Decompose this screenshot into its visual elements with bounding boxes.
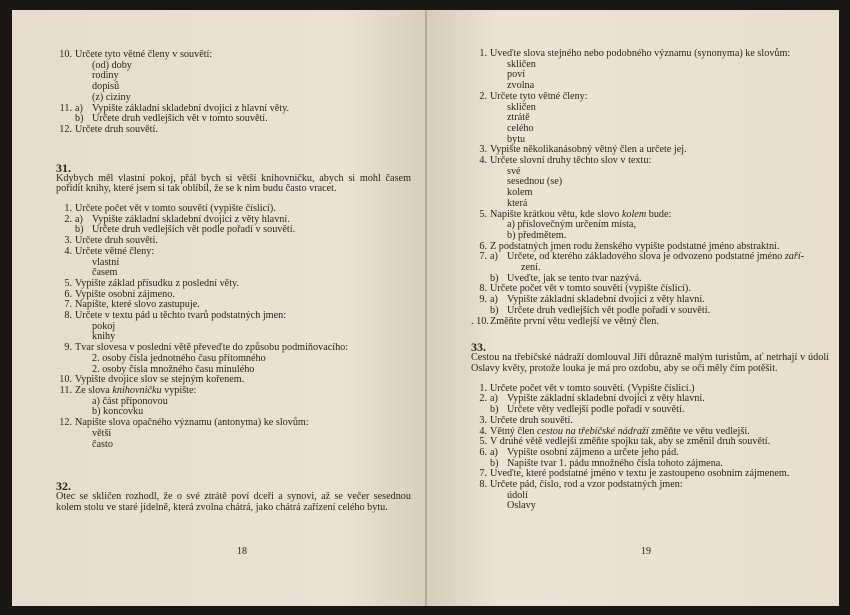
list-subitem: celého — [507, 122, 534, 134]
item-number: 10. — [59, 49, 72, 60]
item-text: Určete počet vět v tomto souvětí (vypište číslicí). — [490, 283, 691, 295]
list-subitem: zení. — [521, 262, 541, 274]
item-letter: b) — [490, 272, 499, 284]
item-text: Vypište osobní zájmeno a určete jeho pád. — [507, 446, 679, 458]
item-number — [471, 306, 487, 317]
item-text: Vypište základní skladební dvojici z hlavní věty. — [92, 102, 290, 114]
list-subitem: a) příslovečným určením místa, — [507, 219, 637, 231]
item-text: V druhé větě vedlejší změňte spojku tak, aby se změnil druh souvětí. — [490, 436, 771, 448]
item-letter: b) — [75, 113, 84, 125]
list-subitem: ztrátě — [507, 112, 530, 124]
item-number: 5. — [64, 277, 72, 289]
item-text: Uveďte, jak se tento tvar nazývá. — [507, 272, 642, 284]
list-item — [56, 247, 411, 258]
section-33-text: Cestou na třebíčské nádraží domlouval Jiří důrazně malým turistům, ať netrhají v údolí Oslavy květy, protože louka je má pro ozdobu, aby se oči měly čím potěšit. — [471, 352, 829, 374]
list-subitem: skličen — [507, 101, 536, 113]
item-text: Vypište základní skladební dvojici z věty hlavní. — [507, 393, 705, 405]
list-subitem: pokoj — [92, 320, 116, 332]
item-number: 1. — [64, 203, 72, 215]
list-subitem: (z) ciziny — [92, 91, 131, 103]
item-number: 8. — [479, 479, 487, 491]
item-number: 5. — [479, 436, 487, 448]
section-31-items — [56, 204, 411, 450]
item-text: Určete tyto větné členy v souvětí: — [75, 49, 213, 60]
item-number: 12. — [59, 417, 72, 429]
section-32-text: Otec se skličen rozhodl, že o své ztrátě poví dceři a synovi, až se večer sesednou kolem stolu ve staré jídelně, která zvolna chátrá, jako chátrá zařízení celého bytu. — [56, 491, 411, 513]
left-page — [12, 10, 425, 606]
item-letter: a) — [490, 251, 498, 263]
item-number: 8. — [64, 310, 72, 322]
list-subitem: která — [507, 197, 528, 209]
item-letter: a) — [490, 393, 498, 405]
list-subitem: (od) doby — [92, 59, 132, 71]
list-subitem: bytu — [507, 133, 526, 145]
item-text: Určete počet vět v tomto souvětí (vypište číslicí). — [75, 203, 276, 215]
item-text: Určete druh souvětí. — [75, 123, 158, 135]
section-31-text: Kdybych měl vlastní pokoj, přál bych si větší knihovničku, abych si mohl časem pořídit knihy, které jsem si tak oblíbil, že se k nim budu často vracet. — [56, 172, 411, 195]
item-number: 3. — [479, 144, 487, 156]
item-letter: a) — [75, 213, 83, 225]
item-text: Určete větné členy: — [75, 245, 155, 257]
section-31-heading: 31. — [56, 160, 71, 175]
section-33-items — [471, 384, 829, 512]
item-number: 2. — [479, 90, 487, 102]
item-text: Vypište osobní zájmeno. — [75, 288, 175, 300]
list-subitem: často — [92, 438, 113, 450]
list-subitem: rodiny — [92, 70, 119, 82]
page-number-right: 19 — [641, 546, 651, 558]
item-text: Napište tvar 1. pádu množného čísla tohoto zájmena. — [507, 457, 723, 469]
item-text: Určete druh vedlejších vět podle pořadí v souvětí. — [92, 224, 296, 236]
item-number: 3. — [64, 235, 72, 247]
list-subitem: časem — [92, 267, 118, 279]
item-number: 2. — [479, 393, 487, 405]
list-subitem: b) předmětem. — [507, 229, 567, 241]
item-text: Určete počet vět v tomto souvětí. (Vypište číslicí.) — [490, 382, 695, 394]
right-page — [427, 10, 839, 606]
item-emphasis: zaří- — [784, 251, 805, 263]
list-subitem: skličen — [507, 58, 536, 70]
list-item — [471, 416, 829, 427]
item-text: Vypište několikanásobný větný člen a určete jej. — [490, 144, 687, 156]
item-letter: a) — [75, 102, 83, 114]
item-text: Napište, které slovo zastupuje. — [75, 299, 200, 311]
item-text: Určete tyto větné členy: — [490, 90, 588, 102]
item-letter: b) — [490, 304, 499, 316]
item-text: Určete druh souvětí. — [490, 414, 573, 426]
item-letter: b) — [490, 404, 499, 416]
item-number: 5. — [479, 208, 487, 220]
list-item — [471, 156, 829, 167]
item-number: 11. — [59, 384, 72, 396]
section-32-heading: 32. — [56, 479, 71, 494]
item-text: Vypište základní skladební dvojici z věty hlavní. — [92, 213, 290, 225]
item-emphasis: cestou na třebíčské nádraží — [536, 425, 649, 437]
item-number: 2. — [64, 213, 72, 225]
list-subitem: poví — [507, 69, 526, 81]
list-subitem: 2. osoby čísla množného času minulého — [92, 363, 255, 375]
item-text: Větný člen cestou na třebíčské nádraží změňte ve větu vedlejší. — [490, 425, 750, 437]
item-text: Vypište základní skladební dvojici z věty hlavní. — [507, 294, 705, 306]
list-subitem: knihy — [92, 331, 116, 343]
list-subitem: vlastní — [92, 256, 120, 268]
list-subitem: větší — [92, 427, 112, 439]
left-list-top — [56, 50, 411, 136]
list-subitem: a) část příponovou — [92, 395, 168, 407]
item-text: Změňte první větu vedlejší ve větný člen. — [490, 315, 659, 327]
item-emphasis: knihovničku — [112, 384, 162, 396]
item-text: Určete druh vedlejších vět v tomto souvětí. — [92, 113, 268, 125]
item-text: Uveďte, které podstatné jméno v textu je zastoupeno osobním zájmenem. — [490, 468, 790, 480]
list-subitem: sesednou (se) — [507, 176, 563, 188]
item-number: 4. — [479, 425, 487, 437]
list-item — [471, 92, 829, 103]
item-text: Tvar slovesa v poslední větě převeďte do způsobu podmiňovacího: — [75, 342, 349, 354]
item-number: 8. — [479, 283, 487, 295]
item-text: Uveďte slova stejného nebo podobného významu (synonyma) ke slovům: — [490, 48, 791, 59]
page-number-left: 18 — [237, 546, 247, 558]
item-text: Určete slovní druhy těchto slov v textu: — [490, 155, 652, 167]
item-text: Určete druh souvětí. — [75, 235, 158, 247]
item-letter: b) — [490, 457, 499, 469]
item-number: 12. — [59, 123, 72, 135]
item-emphasis: kolem — [621, 208, 647, 220]
item-text: Vypište základ přísudku z poslední věty. — [75, 277, 240, 289]
list-subitem: Oslavy — [507, 500, 536, 512]
item-text: Vypište dvojice slov se stejným kořenem. — [75, 374, 245, 386]
item-text: Ze slova knihovničku vypište: — [75, 384, 197, 396]
item-text: Určete pád, číslo, rod a vzor podstatných jmen: — [490, 479, 683, 491]
item-text: Určete druh vedlejších vět podle pořadí v souvětí. — [507, 304, 711, 316]
item-number: 4. — [64, 245, 72, 257]
item-number: 10. — [59, 374, 72, 386]
list-item — [471, 448, 829, 459]
item-number: 6. — [479, 240, 487, 252]
list-subitem: kolem — [507, 187, 533, 199]
item-text: Určete v textu pád u těchto tvarů podstatných jmen: — [75, 310, 287, 322]
item-number: 4. — [479, 155, 487, 167]
list-subitem: b) koncovku — [92, 406, 144, 418]
item-letter: b) — [75, 224, 84, 236]
item-number: 7. — [64, 299, 72, 311]
item-number: 7. — [479, 468, 487, 480]
item-letter: a) — [490, 446, 498, 458]
item-number: . 10. — [471, 315, 489, 327]
item-number: 6. — [64, 288, 72, 300]
item-letter: a) — [490, 294, 498, 306]
item-number: 6. — [479, 446, 487, 458]
list-subitem: údolí — [507, 489, 528, 501]
item-number: 1. — [479, 382, 487, 394]
list-subitem: dopisů — [92, 81, 120, 93]
section-33-heading: 33. — [471, 340, 486, 355]
item-text: Určete, od kterého základového slova je odvozeno podstatné jméno zaří- — [507, 251, 805, 263]
item-number: 11. — [59, 102, 72, 114]
item-text: Napište slova opačného významu (antonyma) ke slovům: — [75, 417, 309, 429]
item-number: 1. — [479, 48, 487, 59]
item-text: Určete věty vedlejší podle pořadí v souvětí. — [507, 404, 685, 416]
item-number: 9. — [64, 342, 72, 354]
list-item — [56, 125, 411, 136]
list-item — [471, 317, 829, 328]
list-subitem: 2. osoby čísla jednotného času přítomného — [92, 352, 266, 364]
list-subitem: zvolna — [507, 80, 535, 92]
item-text: Z podstatných jmen rodu ženského vypište podstatné jméno abstraktní. — [490, 240, 780, 252]
list-item — [471, 306, 829, 317]
item-text: Napište krátkou větu, kde slovo kolem bude: — [490, 208, 672, 220]
list-subitem: své — [507, 165, 521, 177]
item-number: 9. — [479, 294, 487, 306]
right-list-top — [471, 49, 829, 327]
item-number: 7. — [479, 251, 487, 263]
item-number: 3. — [479, 414, 487, 426]
